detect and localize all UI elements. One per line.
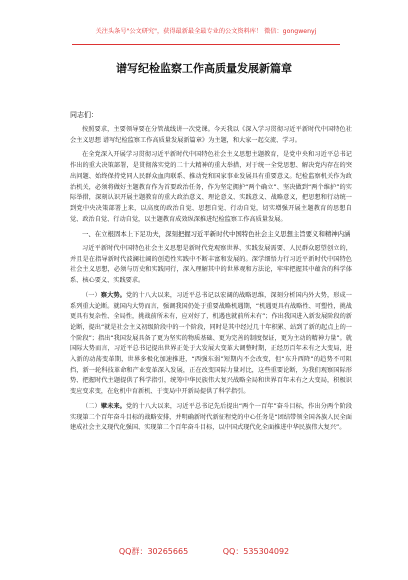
promo-banner: 关注头条号"公文研究"，获得最新最全最专业的公文资料库！ 微信：gongwenyj [72,20,340,45]
subsection-title: 擘未来。 [100,402,126,410]
subsection-paragraph [70,291,352,398]
subsection-text: 党的十八大以来，习近平总书记以宏阔的战略思维，深刻分析国内外大势，形成一系列重大论断。就国内大势而言，强调我国仍处于重要战略机遇期，“机遇更具有战略性、可塑性，挑战更具有复杂性、全局性，挑战前所未有，应对好了，机遇也就前所未有”；作出我国进入新发展阶段的新论断，提出“就是社会主义初级阶段中的一个阶段，同时是其中经过几十年积累、站到了新的起点上的一个阶段”；指出“我国发展具备了更为坚实的物质基础、更为完善的制度保证，更为主动的精神力量”。就国际大势而言，习近平总书记提出世界正处于大发展大变革大调整时期，正经历百年未有之大变局，进入新的动荡变革期，世界多极化加速推进，“西强东弱”短期内不会改变，但“东升西降”的趋势不可阻挡，新一轮科技革命和产业变革深入发展，正在改变国际力量对比，这些重要论断，为我们观察国际形势、把握时代主题提供了科学指引，统筹中华民族伟大复兴战略全局和世界百年未有之大变局，积极识变应变求变，在危机中育新机、于变局中开新局提供了科学指引。 [70,291,352,396]
subsection-label: （一） [82,291,101,299]
document-title: 谱写纪检监察工作高质量发展新篇章 [116,62,292,75]
subsection-title: 察大势。 [100,291,126,299]
qq-contact: QQ：535304092 [222,547,290,556]
section-paragraph: 习近平新时代中国特色社会主义思想是新时代党观察世界、实践发展需要、人民群众愿望创立的，并且是在指导新时代波澜壮阔的创造性实践中不断丰富和发展的。深学细悟力行习近平新时代中国特色社会主义思想，必须与历史和实践同行，深入理解其中的世界观和方法论，牢牢把握其中蕴含的科学体系、核心要义、实践要求。 [70,245,352,285]
qq-group: QQ群：30265665 [118,547,189,556]
document-body [70,110,352,438]
section-heading: 一、在立根固本上下足功夫，深刻把握习近平新时代中国特色社会主义思想主旨要义和精神内涵 [82,230,351,239]
intro-paragraph: 按照要求，主要领导要在分管战线讲一次党课。今天我以《深入学习贯彻习近平新时代中国特色社会主义思想 谱写纪检监察工作高质量发展新篇章》为主题，和大家一起交流、学习。 [70,126,352,144]
subsection-paragraph [70,402,352,434]
footer-contact [0,546,408,566]
subsection-text: 党的十八大以来，习近平总书记先后提出“两个一百年”奋斗目标，作出分两个阶段实现第二个百年奋斗目标的战略安排，并明确新时代新征程党的中心任务是“团结带领全国各族人民全面建成社会主义现代化强国、实现第二个百年奋斗目标，以中国式现代化全面推进中华民族伟大复兴”。 [70,402,353,432]
subsection-label: （二） [82,402,101,410]
greeting: 同志们： [70,111,98,119]
context-paragraph: 在全党深入开展学习贯彻习近平新时代中国特色社会主义思想主题教育，是党中央和习近平总书记作出的重大决策部署，是贯彻落实党的二十大精神的重大举措，对于统一全党思想、解决党内存在的突出问题、始终保持党同人民群众血肉联系、推动党和国家事业发展具有重要意义。纪检监察机关作为政治机关，必须将做好主题教育作为首要政治任务，作为坚定拥护“两个确立”、坚决做到“两个维护”的实际举措，深刻认识开展主题教育的重大政治意义、理论意义、实践意义、战略意义，把思想和行动统一到党中央决策部署上来，以高度的政治自觉、思想自觉、行动自觉，切实增强开展主题教育的思想自觉、政治自觉、行动自觉，以主题教育成效纵深推进纪检监察工作高质量发展。 [70,151,352,223]
